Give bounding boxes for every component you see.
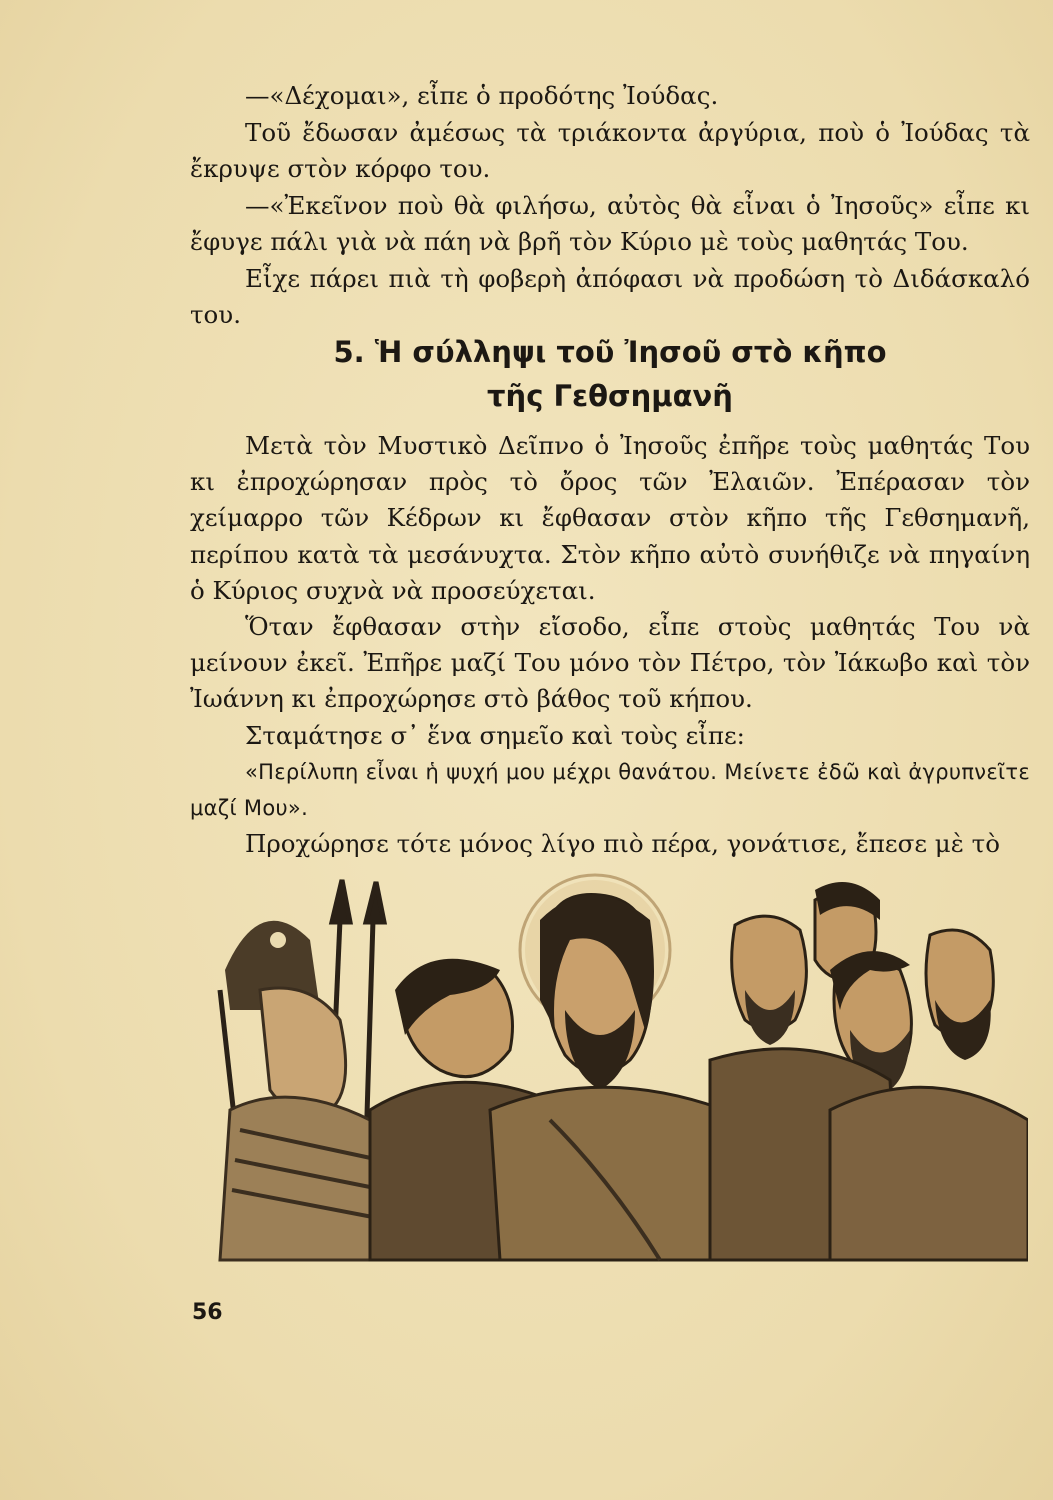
heading-line-2: τῆς Γεθσημανῆ	[487, 379, 733, 413]
paragraph-judas-accepts: —«Δέχομαι», εἶπε ὁ προδότης Ἰούδας.	[245, 81, 719, 110]
paragraph-stopped: Σταμάτησε σ᾽ ἕνα σημεῖο καὶ τοὺς εἶπε:	[245, 720, 745, 750]
paragraph-decision: Εἶχε πάρει πιὰ τὴ φοβερὴ ἀπόφασι νὰ προδώση τὸ Διδάσκαλό του.	[190, 263, 1030, 329]
paragraph-silver: Τοῦ ἔδωσαν ἀμέσως τὰ τριάκοντα ἀργύρια, ποὺ ὁ Ἰούδας τὰ ἔκρυψε στὸν κόρφο του.	[190, 117, 1030, 183]
paragraph-gethsemane: Μετὰ τὸν Μυστικὸ Δεῖπνο ὁ Ἰησοῦς ἐπῆρε τοὺς μαθητάς Του κι ἐπροχώρησαν πρὸς τὸ ὄρος τῶν Ἐλαιῶν. Ἐπέρασαν τὸν χείμαρρο τῶν Κέδρων κι ἔφθασαν στὸν κῆπο τῆς Γεθσημανῆ, περίπου κατὰ τὰ μεσάνυχτα. Στὸν κῆπο αὐτὸ συνήθιζε νὰ πηγαίνη ὁ Κύριος συχνὰ νὰ προσεύχεται.	[190, 431, 1030, 605]
page-number: 56	[192, 1300, 223, 1325]
disciples-figures	[710, 882, 1028, 1260]
betrayal-illustration	[190, 860, 1028, 1280]
paragraph-kiss-sign: —«Ἐκεῖνον ποὺ θὰ φιλήσω, αὐτὸς θὰ εἶναι ὁ Ἰησοῦς» εἶπε κι ἔφυγε πάλι γιὰ νὰ πάη νὰ βρῆ τὸν Κύριο μὲ τοὺς μαθητάς Του.	[190, 190, 1030, 256]
chapter-heading	[190, 330, 1030, 418]
top-text	[190, 78, 1030, 334]
quote-text: «Περίλυπη εἶναι ἡ ψυχή μου μέχρι θανάτου. Μείνετε ἐδῶ καὶ ἀγρυπνεῖτε μαζί Μου».	[190, 759, 1030, 821]
paragraph-went-further: Προχώρησε τότε μόνος λίγο πιὸ πέρα, γονάτισε, ἔπεσε μὲ τὸ	[245, 829, 1000, 859]
soldier-figure	[220, 921, 390, 1260]
paragraph-entrance: Ὅταν ἔφθασαν στὴν εἴσοδο, εἶπε στοὺς μαθητάς Του νὰ μείνουν ἐκεῖ. Ἐπῆρε μαζί Του μόνο τὸν Πέτρο, τὸν Ἰάκωβο καὶ τὸν Ἰωάννη κι ἐπροχώρησε στὸ βάθος τοῦ κήπου.	[190, 612, 1030, 714]
body-text	[190, 428, 1030, 862]
heading-line-1: 5. Ἡ σύλληψι τοῦ Ἰησοῦ στὸ κῆπο	[333, 335, 887, 369]
